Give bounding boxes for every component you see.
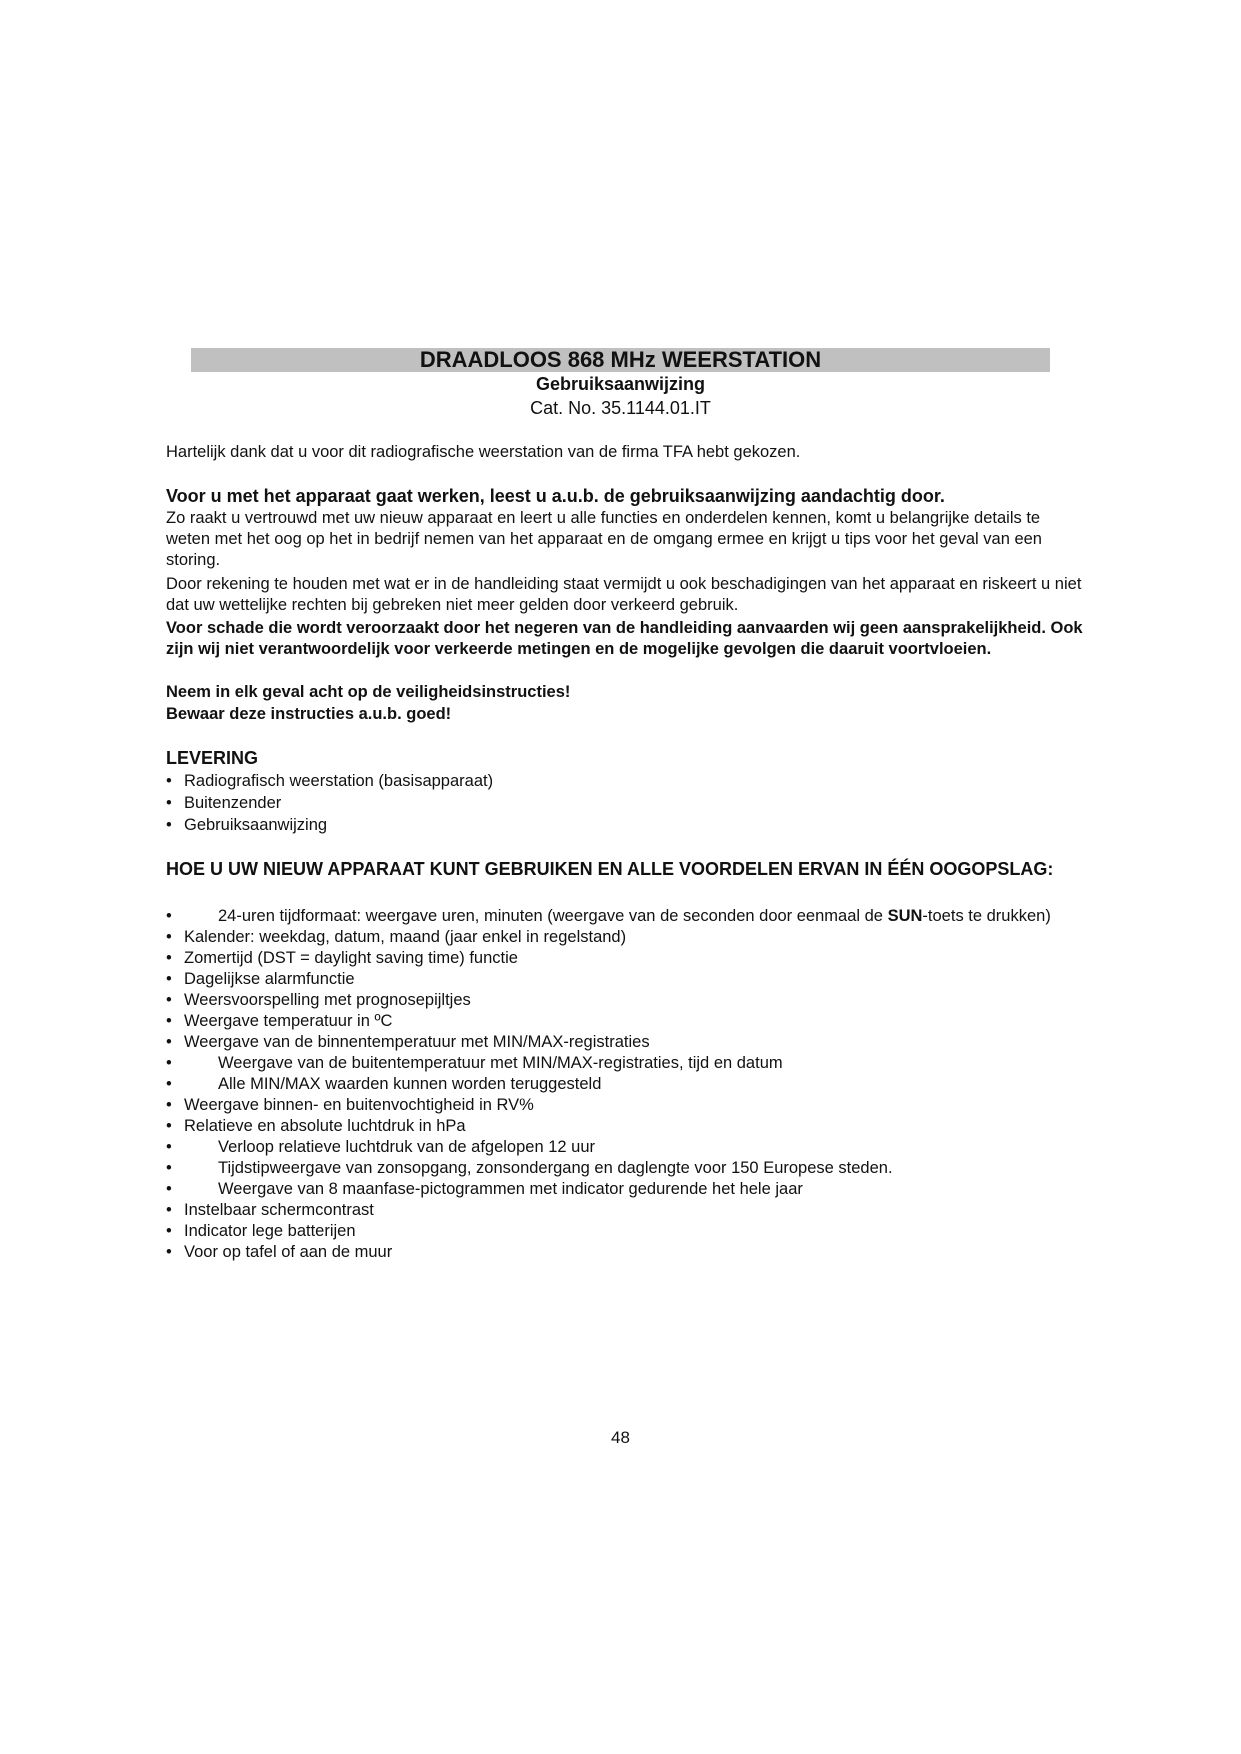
document-subtitle: Gebruiksaanwijzing (535, 374, 706, 394)
list-item: • Indicator lege batterijen (166, 1221, 1086, 1242)
catalog-number: Cat. No. 35.1144.01.IT (530, 398, 711, 418)
paragraph-keep-instructions: Bewaar deze instructies a.u.b. goed! (166, 705, 452, 723)
list-item: • Kalender: weekdag, datum, maand (jaar enkel in regelstand) (166, 927, 1086, 948)
document-title: DRAADLOOS 868 MHz WEERSTATION (191, 348, 1050, 372)
list-item: • Relatieve en absolute luchtdruk in hPa (166, 1116, 1086, 1137)
list-item: • Zomertijd (DST = daylight saving time) functie (166, 948, 1086, 969)
page-number: 48 (611, 1428, 630, 1447)
paragraph-safety-note: Neem in elk geval acht op de veiligheidsinstructies! (166, 683, 571, 701)
levering-heading: LEVERING (166, 748, 259, 768)
list-item: • Voor op tafel of aan de muur (166, 1242, 1086, 1263)
paragraph-liability: Voor schade die wordt veroorzaakt door het negeren van de handleiding aanvaarden wij geen aansprakelijkheid. Ook zijn wij niet verantwoordelijk voor verkeerde metingen en de mogelijke gevolgen die daaruit voortvloeien. (166, 619, 1083, 658)
list-item: • Verloop relatieve luchtdruk van de afgelopen 12 uur (166, 1137, 1086, 1158)
sun-key-label: SUN (887, 907, 923, 925)
list-item: • Weergave van de buitentemperatuur met MIN/MAX-registraties, tijd en datum (166, 1053, 1086, 1074)
list-item: • Gebruiksaanwijzing (166, 815, 1086, 836)
features-heading: HOE U UW NIEUW APPARAAT KUNT GEBRUIKEN EN ALLE VOORDELEN ERVAN IN ÉÉN OOGOPSLAG: (166, 859, 1054, 879)
features-list (166, 906, 1086, 1263)
paragraph-damage-avoidance: Door rekening te houden met wat er in de handleiding staat vermijdt u ook beschadigingen van het apparaat en riskeert u niet dat uw wettelijke rechten bij gebreken niet meer gelden door verkeerd gebruik. (166, 575, 1082, 614)
intro-text: Hartelijk dank dat u voor dit radiografische weerstation van de firma TFA hebt gekozen. (166, 443, 801, 461)
list-item: • Weergave temperatuur in ºC (166, 1011, 1086, 1032)
list-item: • Weersvoorspelling met prognosepijltjes (166, 990, 1086, 1011)
list-item: • Buitenzender (166, 793, 1086, 814)
list-item: • Dagelijkse alarmfunctie (166, 969, 1086, 990)
list-item: • Tijdstipweergave van zonsopgang, zonsondergang en daglengte voor 150 Europese steden. (166, 1158, 1086, 1179)
paragraph-familiarize: Zo raakt u vertrouwd met uw nieuw apparaat en leert u alle functies en onderdelen kennen, komt u belangrijke details te weten met het oog op het in bedrijf nemen van het apparaat en de omgang ermee en krijgt u tips voor het geval van een storing. (166, 509, 1042, 569)
lead-heading: Voor u met het apparaat gaat werken, leest u a.u.b. de gebruiksaanwijzing aandachtig door. (166, 486, 945, 506)
list-item: • Radiografisch weerstation (basisapparaat) (166, 771, 1086, 792)
list-item: • Alle MIN/MAX waarden kunnen worden teruggesteld (166, 1074, 1086, 1095)
list-item-text: -toets te drukken) (922, 907, 1051, 925)
list-item (166, 906, 1086, 927)
list-item: • Instelbaar schermcontrast (166, 1200, 1086, 1221)
list-item: • Weergave binnen- en buitenvochtigheid in RV% (166, 1095, 1086, 1116)
list-item-text: 24-uren tijdformaat: weergave uren, minuten (weergave van de seconden door eenmaal de (218, 907, 888, 925)
list-item: • Weergave van de binnentemperatuur met MIN/MAX-registraties (166, 1032, 1086, 1053)
levering-list (166, 771, 1086, 837)
list-item: • Weergave van 8 maanfase-pictogrammen met indicator gedurende het hele jaar (166, 1179, 1086, 1200)
